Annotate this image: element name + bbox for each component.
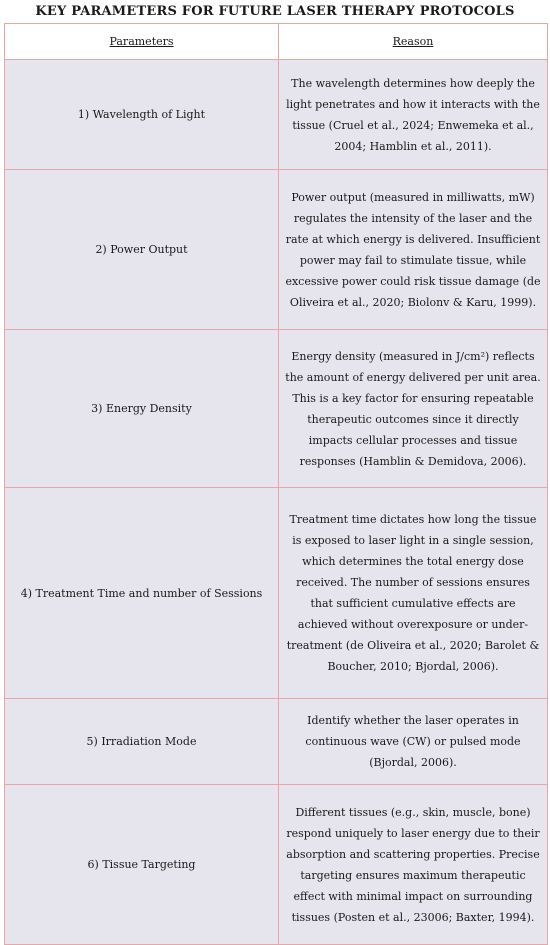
table-row bbox=[5, 785, 548, 945]
reason-cell: Power output (measured in milliwatts, mW) regulates the intensity of the laser and the rate at which energy is delivered. Insufficient power may fail to stimulate tissue, while excessive power could risk tissue damage (de Oliveira et al., 2020; Biolonv & Karu, 1999). bbox=[279, 170, 548, 330]
table-row bbox=[5, 170, 548, 330]
column-header-parameters bbox=[5, 24, 279, 60]
reason-cell: Treatment time dictates how long the tissue is exposed to laser light in a single session, which determines the total energy dose received. The number of sessions ensures that sufficient cumulative effects are achieved without overexposure or under-treatment (de Oliveira et al., 2020; Barolet & Boucher, 2010; Bjordal, 2006). bbox=[279, 488, 548, 699]
table-row bbox=[5, 699, 548, 785]
reason-cell: The wavelength determines how deeply the light penetrates and how it interacts with the tissue (Cruel et al., 2024; Enwemeka et al., 2004; Hamblin et al., 2011). bbox=[279, 60, 548, 170]
table-row bbox=[5, 488, 548, 699]
parameter-cell: 4) Treatment Time and number of Sessions bbox=[5, 488, 279, 699]
table-row bbox=[5, 60, 548, 170]
page-title: KEY PARAMETERS FOR FUTURE LASER THERAPY PROTOCOLS bbox=[35, 4, 515, 19]
parameters-table bbox=[4, 23, 548, 945]
column-header-reason-label: Reason bbox=[392, 35, 434, 48]
parameter-cell: 5) Irradiation Mode bbox=[5, 699, 279, 785]
table-header-row bbox=[5, 24, 548, 60]
column-header-reason bbox=[279, 24, 548, 60]
reason-cell: Identify whether the laser operates in continuous wave (CW) or pulsed mode (Bjordal, 2006). bbox=[279, 699, 548, 785]
parameter-cell: 1) Wavelength of Light bbox=[5, 60, 279, 170]
parameter-cell: 3) Energy Density bbox=[5, 330, 279, 488]
table-row bbox=[5, 330, 548, 488]
column-header-parameters-label: Parameters bbox=[109, 35, 174, 48]
reason-cell: Different tissues (e.g., skin, muscle, bone) respond uniquely to laser energy due to their absorption and scattering properties. Precise targeting ensures maximum therapeutic effect with minimal impact on surrounding tissues (Posten et al., 23006; Baxter, 1994). bbox=[279, 785, 548, 945]
parameter-cell: 6) Tissue Targeting bbox=[5, 785, 279, 945]
parameter-cell: 2) Power Output bbox=[5, 170, 279, 330]
reason-cell: Energy density (measured in J/cm²) reflects the amount of energy delivered per unit area. This is a key factor for ensuring repeatable therapeutic outcomes since it directly impacts cellular processes and tissue responses (Hamblin & Demidova, 2006). bbox=[279, 330, 548, 488]
